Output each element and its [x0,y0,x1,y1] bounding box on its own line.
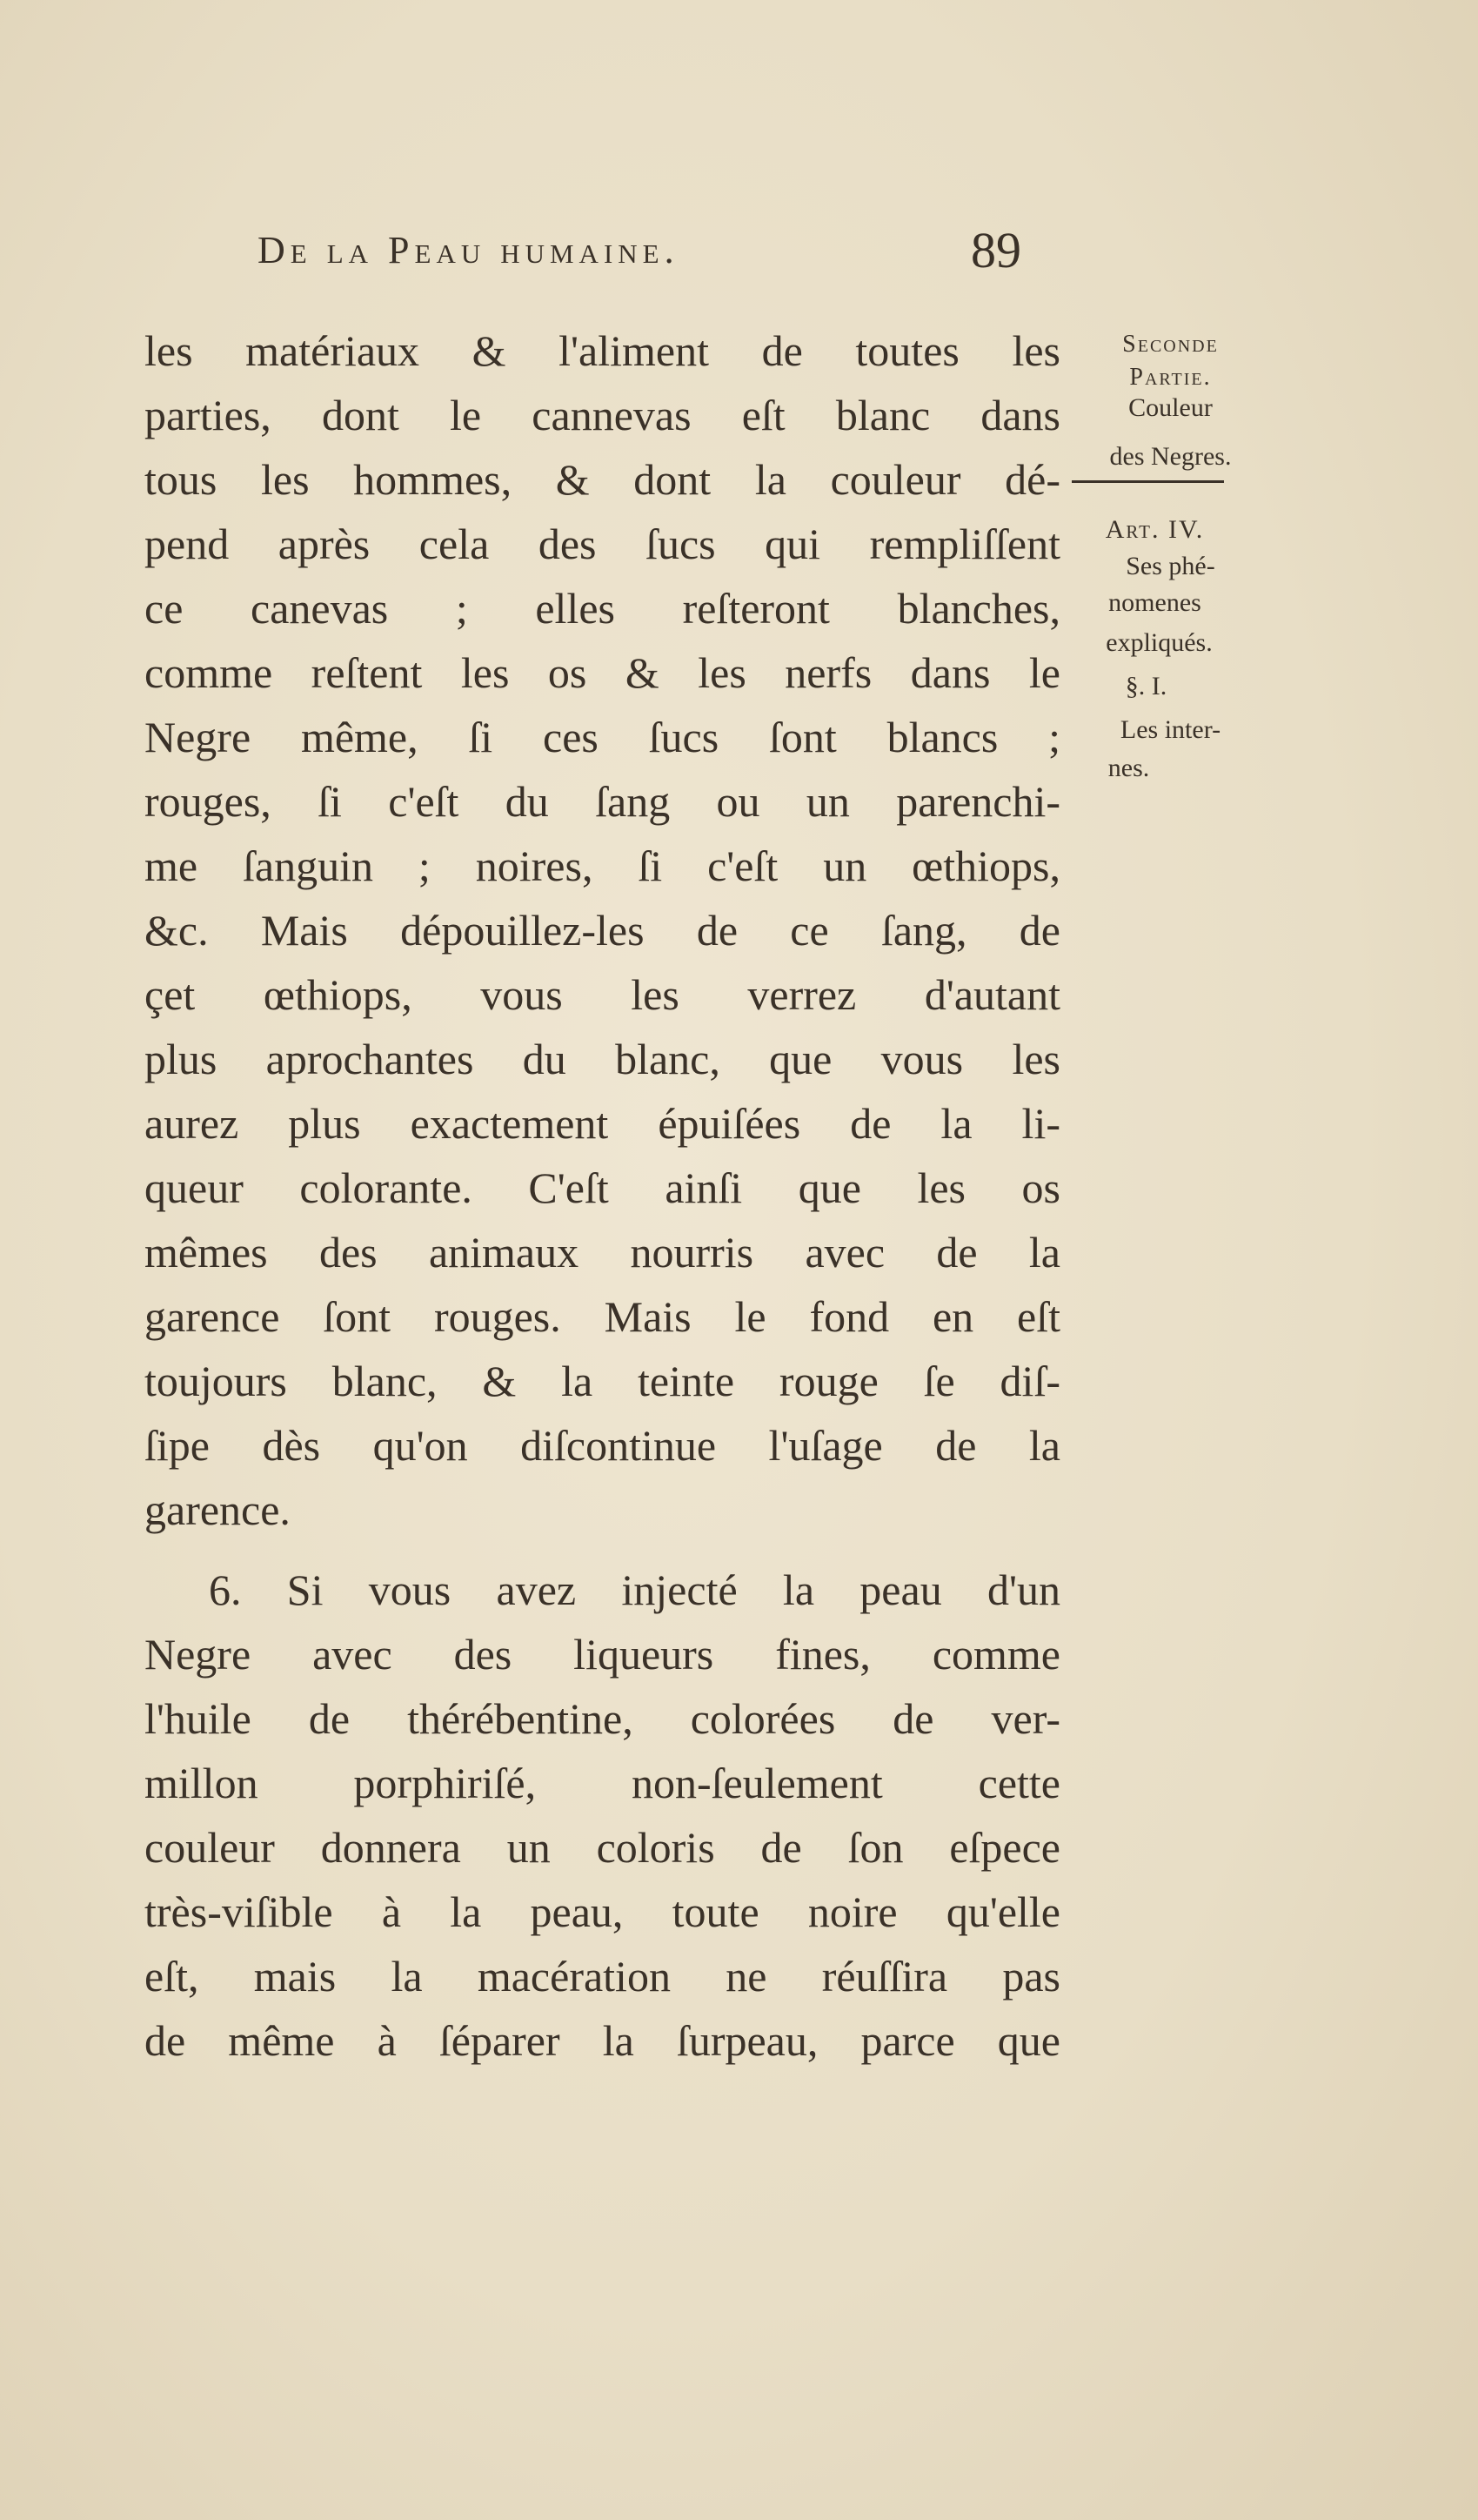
text-line: toujours blanc, & la teinte rouge ſe diſ- [144,1357,1060,1405]
text-line: mêmes des animaux nourris avec de la [144,1228,1060,1277]
text-line: millon porphiriſé, non-ſeulement cette [144,1759,1060,1807]
text-line: aurez plus exactement épuiſées de la li- [144,1099,1060,1148]
text-line: les matériaux & l'aliment de toutes les [144,326,1060,375]
text-line: comme reſtent les os & les nerfs dans le [144,648,1060,697]
main-text [144,318,1060,2073]
margin-note-article: Art. IV. [1105,515,1205,544]
margin-note-sub1: Ses phé- [1126,552,1215,580]
margin-note-part: Seconde [1122,331,1219,358]
text-line: Negre même, ſi ces ſucs ſont blancs ; [144,713,1060,761]
text-line: garence ſont rouges. Mais le fond en eſt [144,1292,1060,1341]
text-line: tous les hommes, & dont la couleur dé- [144,455,1060,504]
margin-note-sub3: expliqués. [1106,628,1213,657]
margin-note-topic2: des Negres. [1109,442,1232,471]
margin-note-sec1: Les inter- [1120,715,1221,744]
text-line: me ſanguin ; noires, ſi c'eſt un œthiops, [144,841,1060,890]
text-line: couleur donnera un coloris de ſon eſpece [144,1823,1060,1872]
margin-note-topic: Couleur [1128,393,1213,422]
text-line: de même à ſéparer la ſurpeau, parce que [144,2016,1060,2065]
paragraph-2 [144,1558,1060,2073]
margin-note-part2: Partie. [1129,364,1212,391]
text-line: eſt, mais la macération ne réuſſira pas [144,1952,1060,2001]
text-line: ſipe dès qu'on diſcontinue l'uſage de la [144,1421,1060,1470]
text-line: pend après cela des ſucs qui rempliſſent [144,519,1060,568]
page-number: 89 [971,222,1021,278]
text-line: plus aprochantes du blanc, que vous les [144,1035,1060,1083]
text-line: Negre avec des liqueurs fines, comme [144,1630,1060,1679]
text-line: garence. [144,1485,291,1534]
text-line: &c. Mais dépouillez-les de ce ſang, de [144,906,1060,955]
margin-note-section: §. I. [1125,672,1167,700]
text-line: çet œthiops, vous les verrez d'autant [144,970,1060,1019]
running-title: De la Peau humaine. [257,229,679,271]
text-line: ce canevas ; elles reſteront blanches, [144,584,1060,633]
margin-note-sec2: nes. [1107,754,1150,782]
text-line: queur colorante. C'eſt ainſi que les os [144,1163,1060,1212]
running-header [257,222,1040,289]
text-line: très-viſible à la peau, toute noire qu'elle [144,1887,1060,1936]
margin-note-sub2: nomenes [1108,588,1201,617]
text-line: l'huile de thérébentine, colorées de ver- [144,1694,1060,1743]
text-line: rouges, ſi c'eſt du ſang ou un parenchi- [144,777,1060,826]
margin-divider [1072,480,1224,483]
text-line: 6. Si vous avez injecté la peau d'un [209,1565,1060,1614]
paragraph-1 [144,318,1060,1542]
text-line: parties, dont le cannevas eſt blanc dans [144,391,1060,439]
